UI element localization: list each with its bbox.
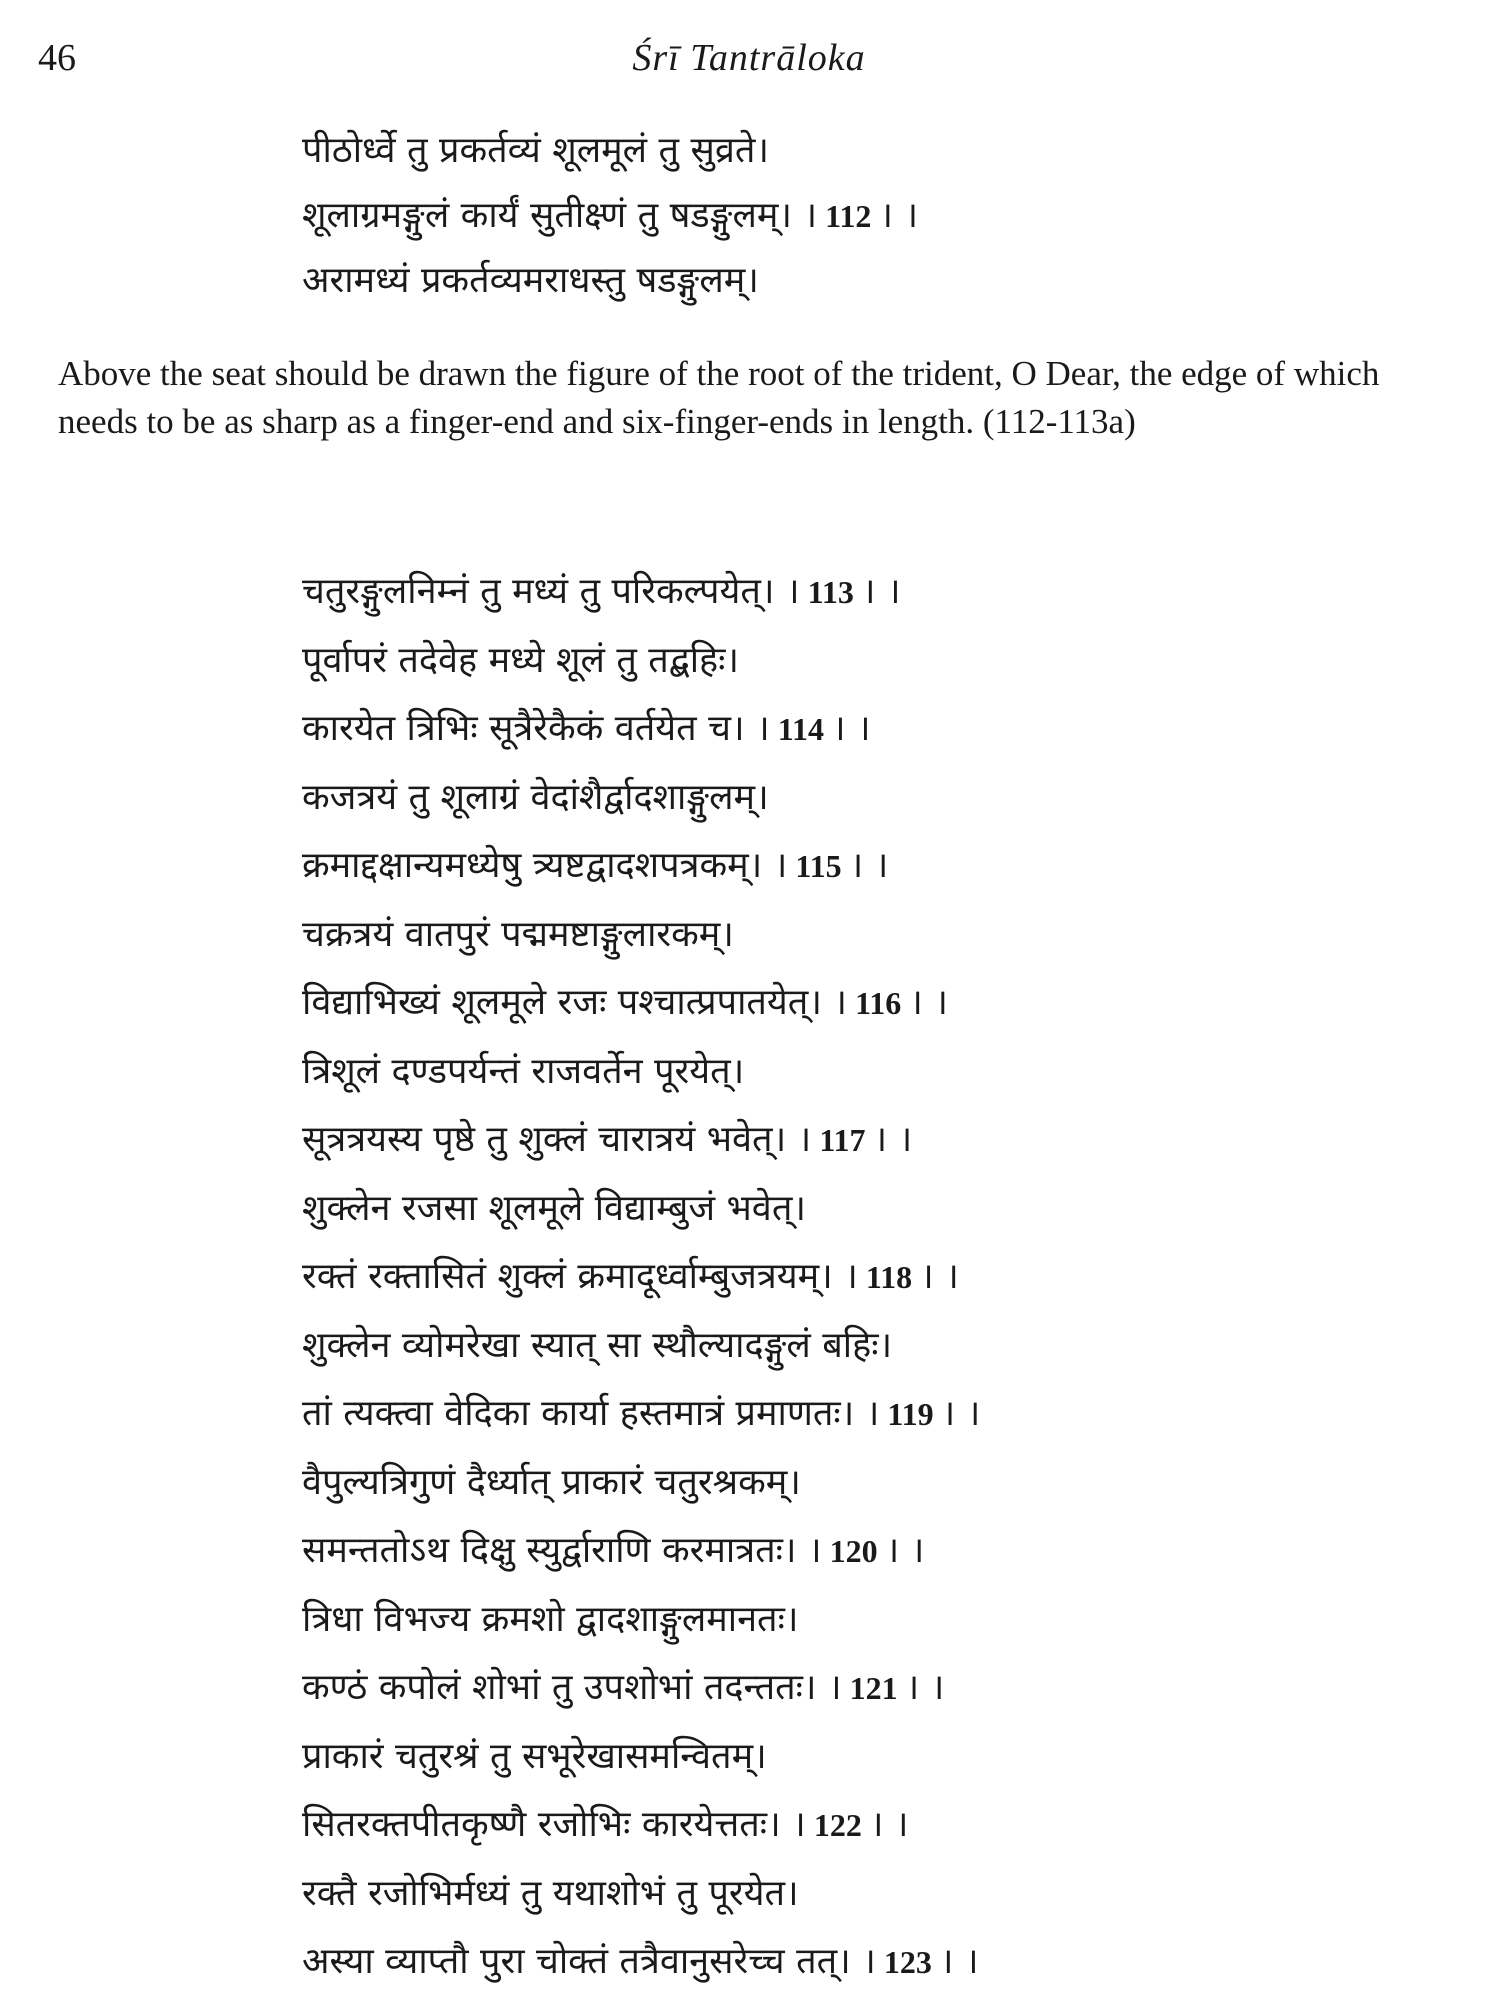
verse-line xyxy=(302,1928,1460,1997)
running-title: Śrī Tantrāloka xyxy=(632,37,866,79)
verse-number: 118 xyxy=(857,1259,921,1295)
verse-line xyxy=(302,1517,1460,1586)
verse-line xyxy=(302,248,1460,313)
verse-line xyxy=(302,118,1460,183)
verse-end-mark: । । xyxy=(905,1667,945,1708)
verse-line xyxy=(302,627,1460,696)
verse-text: विद्याभिख्यं शूलमूले रजः पश्चात्प्रपातयेत्। । xyxy=(302,982,848,1023)
verse-text: प्राकारं चतुरश्रं तु सभूरेखासमन्वितम्। xyxy=(302,1735,767,1777)
verse-line xyxy=(302,1038,1460,1107)
verse-number: 116 xyxy=(847,985,910,1021)
verse-line xyxy=(302,1312,1460,1381)
verse-text: चतुरङ्गुलनिम्नं तु मध्यं तु परिकल्पयेत्। । xyxy=(302,571,800,612)
verse-number: 117 xyxy=(811,1122,874,1158)
verse-number: 115 xyxy=(787,848,850,884)
verse-end-mark: । । xyxy=(939,1941,979,1982)
translation-text: Above the seat should be drawn the figure of the root of the trident, O Dear, the edge of which needs to be as sharp as a finger-end and six-finger-ends in length. (112-113a) xyxy=(58,354,1380,441)
verse-text: त्रिधा विभज्य क्रमशो द्वादशाङ्गुलमानतः। xyxy=(302,1598,799,1640)
verse-number: 123 xyxy=(875,1944,940,1980)
verse-end-mark: । । xyxy=(941,1393,981,1434)
verse-end-mark: । । xyxy=(869,1804,909,1845)
verse-end-mark: । । xyxy=(831,708,871,749)
verse-text: सितरक्तपीतकृष्णै रजोभिः कारयेत्ततः। । xyxy=(302,1804,806,1845)
verse-text: समन्ततोऽथ दिक्षु स्युर्द्वाराणि करमात्रतः। । xyxy=(302,1530,822,1571)
verse-line xyxy=(302,1654,1460,1723)
verse-line xyxy=(302,1380,1460,1449)
verse-line xyxy=(302,832,1460,901)
verse-line xyxy=(302,1723,1460,1792)
verse-line xyxy=(302,1586,1460,1655)
verse-line xyxy=(302,183,1460,248)
verse-number: 113 xyxy=(799,574,862,610)
verse-number: 120 xyxy=(821,1533,886,1569)
verse-text: शुक्लेन व्योमरेखा स्यात् सा स्थौल्यादङ्गुलं बहिः। xyxy=(302,1324,893,1366)
verse-line xyxy=(302,1860,1460,1929)
verse-line xyxy=(302,1243,1460,1312)
verse-block-top xyxy=(302,118,1460,313)
verse-line xyxy=(302,1791,1460,1860)
verse-text: शुक्लेन रजसा शूलमूले विद्याम्बुजं भवेत्। xyxy=(302,1187,806,1229)
verse-line xyxy=(302,901,1460,970)
verse-end-mark: । । xyxy=(879,195,919,236)
verse-line xyxy=(302,558,1460,627)
verse-text: चक्रत्रयं वातपुरं पद्ममष्टाङ्गुलारकम्। xyxy=(302,913,734,955)
verse-text: सूत्रत्रयस्य पृष्ठे तु शुक्लं चारात्रयं भवेत्। । xyxy=(302,1119,812,1160)
verse-line xyxy=(302,695,1460,764)
verse-text: तां त्यक्त्वा वेदिका कार्या हस्तमात्रं प्रमाणतः। । xyxy=(302,1393,880,1434)
verse-line xyxy=(302,969,1460,1038)
verse-end-mark: । । xyxy=(909,982,949,1023)
verse-number: 112 xyxy=(817,198,880,234)
verse-text: कजत्रयं तु शूलाग्रं वेदांशैर्द्वादशाङ्गुलम्। xyxy=(302,776,769,818)
verse-text: पीठोर्ध्वे तु प्रकर्तव्यं शूलमूलं तु सुव्रते। xyxy=(302,130,770,171)
verse-text: पूर्वापरं तदेवेह मध्ये शूलं तु तद्बहिः। xyxy=(302,639,740,681)
verse-text: कारयेत त्रिभिः सूत्रैरेकैकं वर्तयेत च। । xyxy=(302,708,770,749)
verse-text: रक्तै रजोभिर्मध्यं तु यथाशोभं तु पूरयेत। xyxy=(302,1872,799,1914)
verse-number: 114 xyxy=(769,711,832,747)
verse-end-mark: । । xyxy=(873,1119,913,1160)
verse-end-mark: । । xyxy=(849,845,889,886)
verse-text: कण्ठं कपोलं शोभां तु उपशोभां तदन्ततः। । xyxy=(302,1667,842,1708)
verse-number: 122 xyxy=(805,1807,870,1843)
verse-text: रक्तं रक्तासितं शुक्लं क्रमादूर्ध्वाम्बुजत्रयम्। । xyxy=(302,1256,858,1297)
verse-line xyxy=(302,1449,1460,1518)
verse-text: अरामध्यं प्रकर्तव्यमराधस्तु षडङ्गुलम्। xyxy=(302,260,759,301)
verse-end-mark: । । xyxy=(920,1256,959,1297)
verse-text: अस्या व्याप्तौ पुरा चोक्तं तत्रैवानुसरेच्च तत्। । xyxy=(302,1941,876,1982)
translation-paragraph xyxy=(58,350,1460,446)
verse-text: त्रिशूलं दण्डपर्यन्तं राजवर्तेन पूरयेत्। xyxy=(302,1050,745,1092)
verse-line xyxy=(302,1175,1460,1244)
page-number: 46 xyxy=(38,37,76,79)
verse-text: क्रमाद्दक्षान्यमध्येषु त्र्यष्टद्वादशपत्रकम्। । xyxy=(302,845,788,886)
verse-line xyxy=(302,1106,1460,1175)
verse-block-main xyxy=(302,558,1460,1997)
verse-line xyxy=(302,764,1460,833)
verse-number: 121 xyxy=(841,1670,906,1706)
verse-number: 119 xyxy=(879,1396,942,1432)
verse-end-mark: । । xyxy=(885,1530,925,1571)
page-header xyxy=(38,30,1460,90)
verse-text: शूलाग्रमङ्गुलं कार्यं सुतीक्ष्णं तु षडङ्गुलम्। । xyxy=(302,195,818,236)
verse-text: वैपुल्यत्रिगुणं दैर्ध्यात् प्राकारं चतुरश्रकम्। xyxy=(302,1461,801,1503)
verse-end-mark: । । xyxy=(861,571,901,612)
